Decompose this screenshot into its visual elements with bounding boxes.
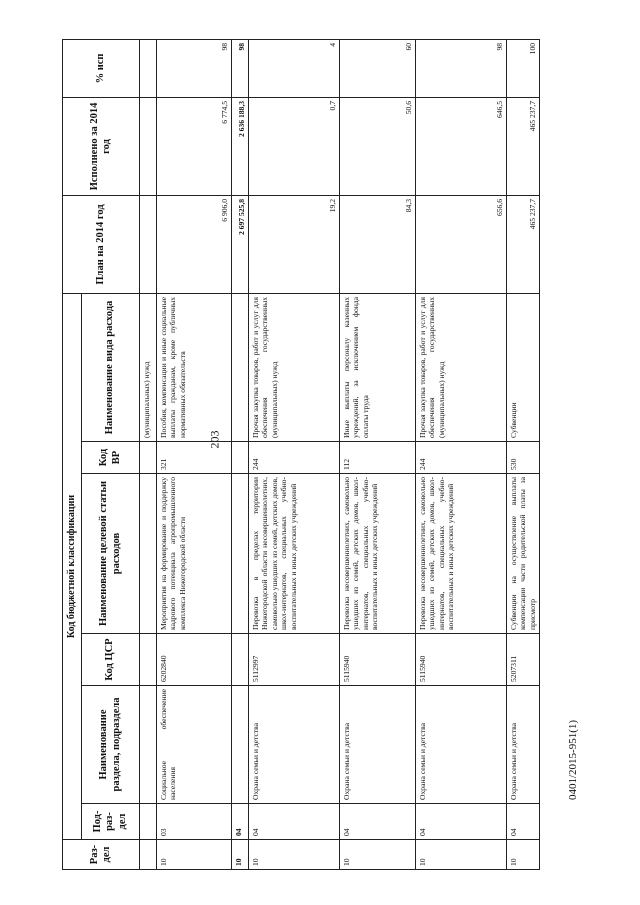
cell-plan: 84,3 <box>340 195 416 293</box>
cell-percent: 4 <box>249 39 340 97</box>
rotated-page <box>62 40 568 870</box>
cell-podrazdel: 04 <box>340 804 416 840</box>
cell-podrazdel: 03 <box>157 804 232 840</box>
cell-vr-name <box>232 293 249 441</box>
header-executed: Исполнено за 2014 год <box>63 97 140 195</box>
cell-razdel-name <box>232 686 249 804</box>
cell-razdel-name: Охрана семьи и детства <box>416 686 507 804</box>
cell-percent <box>140 39 157 97</box>
cell-vr: 112 <box>340 442 416 474</box>
document-code: 0401/2015-951(1) <box>567 719 579 800</box>
header-razdel-name: Наименование раздела, подраздела <box>82 686 140 804</box>
cell-razdel: 10 <box>157 840 232 870</box>
cell-podrazdel: 04 <box>416 804 507 840</box>
cell-plan: 6 906,0 <box>157 195 232 293</box>
cell-csr: 5115940 <box>416 634 507 686</box>
cell-csr-name <box>232 474 249 634</box>
header-csr: Код ЦСР <box>82 634 140 686</box>
cell-vr <box>140 442 157 474</box>
table-row <box>340 39 416 869</box>
cell-plan: 19,2 <box>249 195 340 293</box>
cell-podrazdel: 04 <box>507 804 540 840</box>
budget-table <box>62 39 540 870</box>
cell-podrazdel: 04 <box>249 804 340 840</box>
header-csr-name: Наименование целевой статьи расходов <box>82 474 140 634</box>
cell-podrazdel: 04 <box>232 804 249 840</box>
cell-csr <box>140 634 157 686</box>
cell-razdel-name: Охрана семьи и детства <box>249 686 340 804</box>
cell-csr-name <box>140 474 157 634</box>
cell-vr: 530 <box>507 442 540 474</box>
table-row <box>507 39 540 869</box>
cell-percent: 98 <box>232 39 249 97</box>
cell-razdel-name: Социальное обеспечение населения <box>157 686 232 804</box>
cell-vr-name: Пособия, компенсации и иные социальные выплаты гражданам, кроме публичных нормативных обязательств <box>157 293 232 441</box>
cell-percent: 100 <box>507 39 540 97</box>
header-percent: % исп <box>63 39 140 97</box>
cell-percent: 98 <box>416 39 507 97</box>
cell-razdel: 10 <box>249 840 340 870</box>
cell-csr: 5115940 <box>340 634 416 686</box>
cell-plan: 656,6 <box>416 195 507 293</box>
cell-csr: 5207311 <box>507 634 540 686</box>
cell-executed: 6 774,5 <box>157 97 232 195</box>
cell-vr <box>232 442 249 474</box>
cell-vr-name: Субвенции <box>507 293 540 441</box>
table-row <box>157 39 232 869</box>
cell-csr-name: Перевозка в пределах территории Нижегородской области несовершеннолетних, самовольно ушедших из семей, детских домов, школ-интернатов, специальных учебно-воспитательных и иных детских учреждений <box>249 474 340 634</box>
table-row <box>249 39 340 869</box>
header-razdel: Раз-дел <box>63 840 140 870</box>
cell-csr-name: Перевозка несовершеннолетних, самовольно ушедших из семей, детских домов, школ-интернатов, специальных учебно-воспитательных и иных детских учреждений <box>340 474 416 634</box>
cell-csr <box>232 634 249 686</box>
table-row <box>416 39 507 869</box>
header-vr-name: Наименование вида расхода <box>82 293 140 441</box>
cell-executed: 646,5 <box>416 97 507 195</box>
cell-vr-name: Прочая закупка товаров, работ и услуг для обеспечения государственных (муниципальных) нужд <box>249 293 340 441</box>
cell-razdel-name: Охрана семьи и детства <box>340 686 416 804</box>
cell-executed: 465 237,7 <box>507 97 540 195</box>
cell-plan: 465 237,7 <box>507 195 540 293</box>
header-plan: План на 2014 год <box>63 195 140 293</box>
table-row-total <box>232 39 249 869</box>
cell-podrazdel <box>140 804 157 840</box>
cell-vr: 321 <box>157 442 232 474</box>
cell-razdel: 10 <box>507 840 540 870</box>
cell-razdel: 10 <box>340 840 416 870</box>
cell-csr: 5112997 <box>249 634 340 686</box>
cell-vr-name: Иные выплаты персоналу казенных учреждений, за исключением фонда оплаты труда <box>340 293 416 441</box>
page-number: 203 <box>207 430 222 449</box>
header-vr: Код ВР <box>82 442 140 474</box>
cell-razdel-name <box>140 686 157 804</box>
cell-razdel: 10 <box>232 840 249 870</box>
cell-csr-name: Субвенции на осуществление выплаты компенсации части родительской платы за присмотр <box>507 474 540 634</box>
cell-vr: 244 <box>416 442 507 474</box>
cell-executed: 0,7 <box>249 97 340 195</box>
cell-csr-name: Перевозка несовершеннолетних, самовольно ушедших из семей, детских домов, школ-интернатов, специальных учебно-воспитательных и иных детских учреждений <box>416 474 507 634</box>
cell-executed: 2 636 188,3 <box>232 97 249 195</box>
cell-vr-name: Прочая закупка товаров, работ и услуг для обеспечения государственных (муниципальных) нужд <box>416 293 507 441</box>
cell-percent: 98 <box>157 39 232 97</box>
header-group: Код бюджетной классификации <box>63 293 82 839</box>
cell-vr-name: (муниципальных) нужд <box>140 293 157 441</box>
cell-vr: 244 <box>249 442 340 474</box>
cell-executed: 50,6 <box>340 97 416 195</box>
cell-razdel: 10 <box>416 840 507 870</box>
cell-csr: 6202840 <box>157 634 232 686</box>
cell-plan <box>140 195 157 293</box>
cell-executed <box>140 97 157 195</box>
cell-percent: 60 <box>340 39 416 97</box>
cell-razdel <box>140 840 157 870</box>
cell-csr-name: Мероприятия на формирование и поддержку кадрового потенциала агропромышленного комплекса Нижегородской области <box>157 474 232 634</box>
header-podrazdel: Под-раз-дел <box>82 804 140 840</box>
cell-plan: 2 697 525,8 <box>232 195 249 293</box>
table-row <box>140 39 157 869</box>
cell-razdel-name: Охрана семьи и детства <box>507 686 540 804</box>
